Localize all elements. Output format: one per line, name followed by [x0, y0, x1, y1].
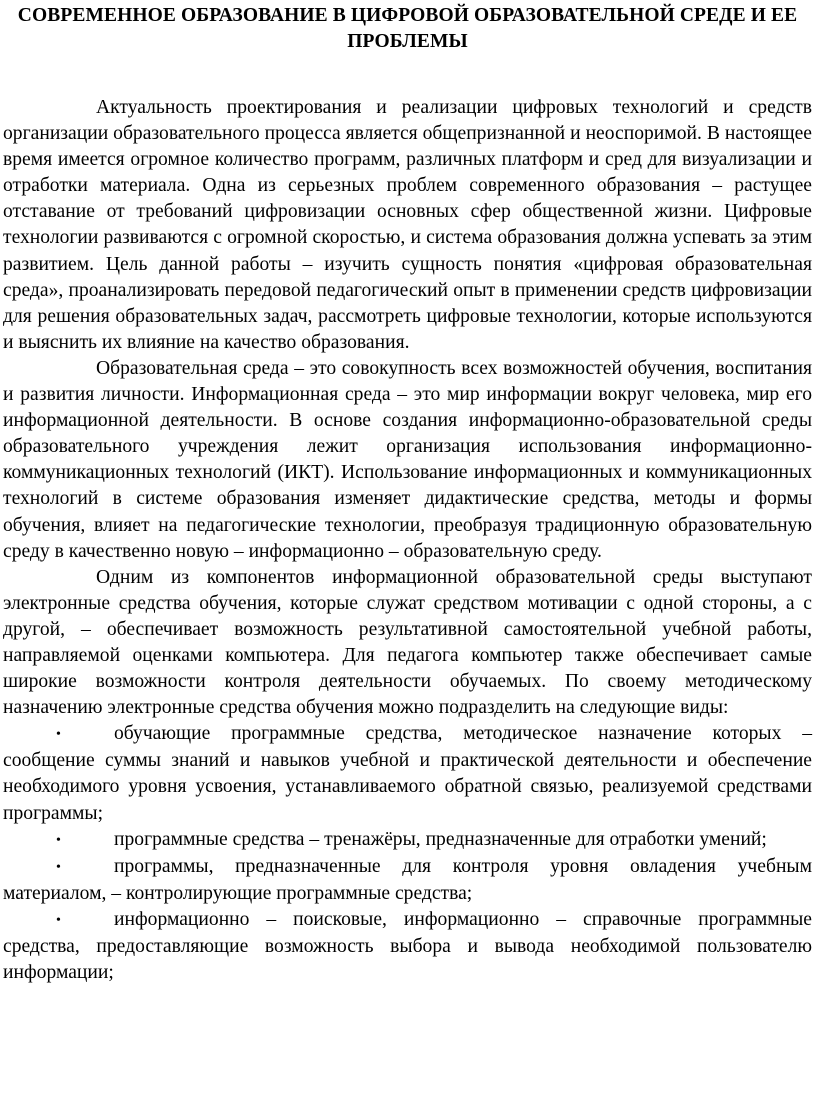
- bullet-icon: •: [56, 727, 61, 743]
- list-item-text: программные средства – тренажёры, предназначенные для отработки умений;: [114, 828, 767, 850]
- bullet-icon: •: [56, 859, 61, 875]
- list-item-text: программы, предназначенные для контроля уровня овладения учебным материалом, – контролирующие программные средства;: [3, 855, 812, 904]
- list-item: [3, 907, 812, 986]
- list-item-text: информационно – поисковые, информационно – справочные программные средства, предоставляющие возможность выбора и вывода необходимой пользователю информации;: [3, 908, 812, 984]
- paragraph-relevance: Актуальность проектирования и реализации цифровых технологий и средств организации образовательного процесса является общепризнанной и неоспоримой. В настоящее время имеется огромное количество программ, различных платформ и сред для визуализации и отработки материала. Одна из серьезных проблем современного образования – растущее отставание от требований цифровизации основных сфер общественной жизни. Цифровые технологии развиваются с огромной скоростью, и система образования должна успевать за этим развитием. Цель данной работы – изучить сущность понятия «цифровая образовательная среда», проанализировать передовой педагогический опыт в применении средств цифровизации для решения образовательных задач, рассмотреть цифровые технологии, которые используются и выяснить их влияние на качество образования.: [3, 97, 812, 353]
- list-item-text: обучающие программные средства, методическое назначение которых – сообщение суммы знаний и навыков учебной и практической деятельности и обеспечение необходимого уровня усвоения, устанавливаемого обратной связью, реализуемой средствами программы;: [3, 723, 812, 824]
- paragraph-educational-environment: Образовательная среда – это совокупность всех возможностей обучения, воспитания и развития личности. Информационная среда – это мир информации вокруг человека, мир его информационной деятельности. В основе создания информационно-образовательной среды образовательного учреждения лежит организация использования информационно-коммуникационных технологий (ИКТ). Использование информационных и коммуникационных технологий в системе образования изменяет дидактические средства, методы и формы обучения, влияет на педагогические технологии, преобразуя традиционную образовательную среду в качественно новую – информационно – образовательную среду.: [3, 357, 812, 562]
- bullet-list: [3, 721, 812, 986]
- list-item: [3, 721, 812, 826]
- list-item: [3, 854, 812, 907]
- paragraph-electronic-tools: Одним из компонентов информационной образовательной среды выступают электронные средства обучения, которые служат средством мотивации с одной стороны, а с другой, – обеспечивает возможность результативной самостоятельной учебной работы, направляемой оценками компьютера. Для педагога компьютер также обеспечивает самые широкие возможности контроля деятельности обучаемых. По своему методическому назначению электронные средства обучения можно подразделить на следующие виды:: [3, 566, 812, 719]
- document-body: [3, 95, 812, 986]
- bullet-icon: •: [56, 912, 61, 928]
- list-item: [3, 827, 812, 854]
- bullet-icon: •: [56, 832, 61, 848]
- document-title: СОВРЕМЕННОЕ ОБРАЗОВАНИЕ В ЦИФРОВОЙ ОБРАЗОВАТЕЛЬНОЙ СРЕДЕ И ЕЕ ПРОБЛЕМЫ: [17, 5, 798, 52]
